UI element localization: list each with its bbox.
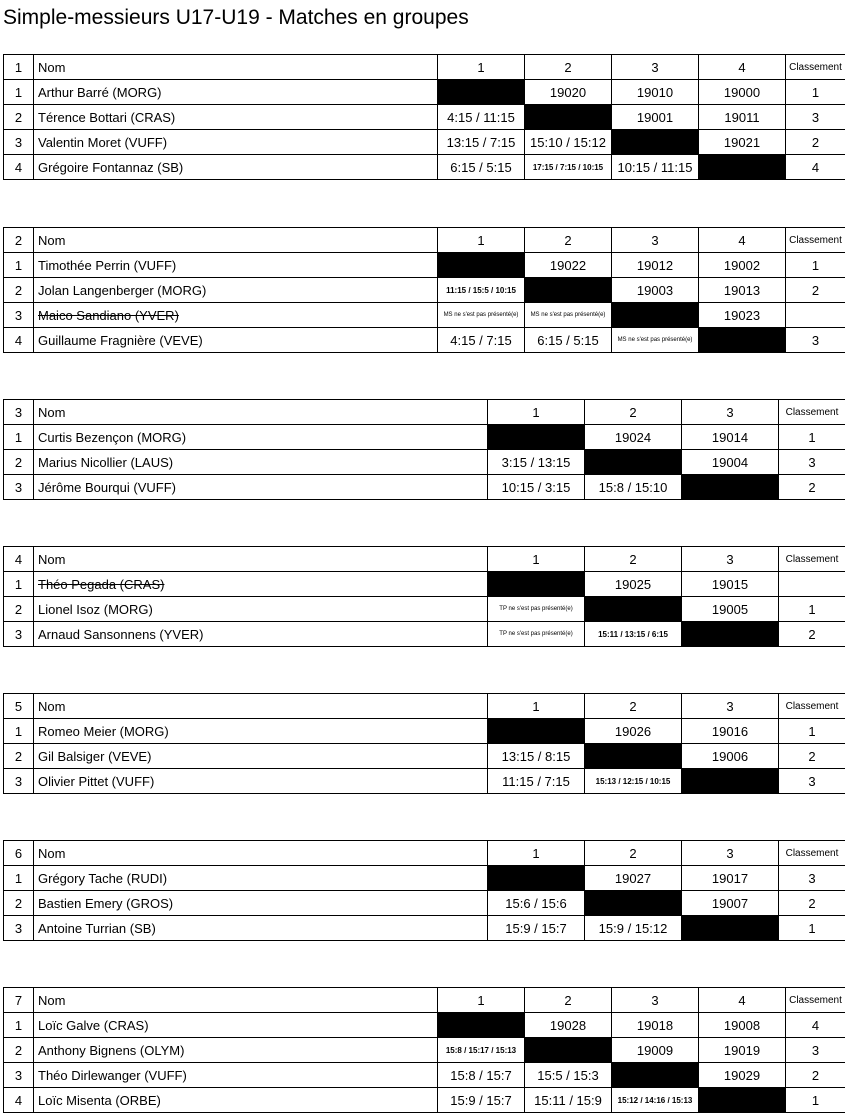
table-header-row	[4, 400, 845, 425]
player-rank: 3	[779, 866, 845, 891]
player-name: Bastien Emery (GROS)	[34, 891, 488, 916]
match-cell: 15:8 / 15:7	[438, 1063, 525, 1088]
player-rank: 4	[786, 155, 845, 180]
diagonal-cell	[612, 130, 699, 155]
player-name: Jolan Langenberger (MORG)	[34, 278, 438, 303]
match-cell: 13:15 / 7:15	[438, 130, 525, 155]
match-cell: 19024	[585, 425, 682, 450]
diagonal-cell	[525, 278, 612, 303]
match-cell: 6:15 / 5:15	[438, 155, 525, 180]
table-row	[4, 916, 845, 941]
header-rank: Classement	[786, 988, 845, 1013]
match-cell: 19008	[699, 1013, 786, 1038]
player-number: 4	[4, 1088, 34, 1113]
match-cell: 19013	[699, 278, 786, 303]
diagonal-cell	[699, 328, 786, 353]
header-rank: Classement	[786, 55, 845, 80]
match-cell: 19023	[699, 303, 786, 328]
player-number: 2	[4, 597, 34, 622]
table-row	[4, 769, 845, 794]
match-cell: 19020	[525, 80, 612, 105]
group-number: 6	[4, 841, 34, 866]
player-name: Antoine Turrian (SB)	[34, 916, 488, 941]
match-cell: 19019	[699, 1038, 786, 1063]
diagonal-cell	[612, 303, 699, 328]
header-rank: Classement	[779, 841, 845, 866]
player-name: Grégoire Fontannaz (SB)	[34, 155, 438, 180]
table-row	[4, 597, 845, 622]
player-number: 2	[4, 450, 34, 475]
table-row	[4, 572, 845, 597]
player-number: 3	[4, 303, 34, 328]
column-header: 4	[699, 55, 786, 80]
player-rank: 2	[779, 622, 845, 647]
player-name: Térence Bottari (CRAS)	[34, 105, 438, 130]
group-table-5	[3, 693, 845, 794]
table-row	[4, 1013, 845, 1038]
player-rank: 3	[779, 450, 845, 475]
match-cell: MS ne s'est pas présenté(e)	[612, 328, 699, 353]
match-cell: 4:15 / 7:15	[438, 328, 525, 353]
player-number: 2	[4, 891, 34, 916]
header-rank: Classement	[779, 694, 845, 719]
player-name: Guillaume Fragnière (VEVE)	[34, 328, 438, 353]
table-row	[4, 425, 845, 450]
diagonal-cell	[682, 622, 779, 647]
player-rank: 1	[786, 253, 845, 278]
match-cell: TP ne s'est pas présenté(e)	[488, 597, 585, 622]
match-cell: 19014	[682, 425, 779, 450]
match-cell: 19002	[699, 253, 786, 278]
match-cell: 19017	[682, 866, 779, 891]
column-header: 1	[438, 988, 525, 1013]
match-cell: 15:11 / 15:9	[525, 1088, 612, 1113]
group-table-3	[3, 399, 845, 500]
group-number: 3	[4, 400, 34, 425]
match-cell: 19015	[682, 572, 779, 597]
header-name: Nom	[34, 228, 438, 253]
player-name: Arthur Barré (MORG)	[34, 80, 438, 105]
header-name: Nom	[34, 841, 488, 866]
match-cell: 19001	[612, 105, 699, 130]
match-cell: 19021	[699, 130, 786, 155]
diagonal-cell	[682, 916, 779, 941]
diagonal-cell	[585, 597, 682, 622]
match-cell: 19007	[682, 891, 779, 916]
player-name: Anthony Bignens (OLYM)	[34, 1038, 438, 1063]
group-table-2	[3, 227, 845, 353]
header-name: Nom	[34, 55, 438, 80]
match-cell: 19003	[612, 278, 699, 303]
diagonal-cell	[585, 744, 682, 769]
player-rank: 3	[786, 1038, 845, 1063]
group-number: 5	[4, 694, 34, 719]
match-cell: 4:15 / 11:15	[438, 105, 525, 130]
table-row	[4, 475, 845, 500]
diagonal-cell	[438, 253, 525, 278]
column-header: 2	[525, 228, 612, 253]
column-header: 2	[585, 547, 682, 572]
match-cell: 15:8 / 15:17 / 15:13	[438, 1038, 525, 1063]
column-header: 1	[438, 228, 525, 253]
group-number: 2	[4, 228, 34, 253]
table-header-row	[4, 55, 845, 80]
table-header-row	[4, 694, 845, 719]
table-row	[4, 278, 845, 303]
player-number: 2	[4, 744, 34, 769]
header-name: Nom	[34, 694, 488, 719]
group-number: 1	[4, 55, 34, 80]
group-number: 7	[4, 988, 34, 1013]
player-number: 1	[4, 719, 34, 744]
table-row	[4, 866, 845, 891]
table-row	[4, 253, 845, 278]
diagonal-cell	[438, 80, 525, 105]
table-header-row	[4, 841, 845, 866]
player-name: Grégory Tache (RUDI)	[34, 866, 488, 891]
column-header: 1	[488, 400, 585, 425]
diagonal-cell	[682, 475, 779, 500]
match-cell: 17:15 / 7:15 / 10:15	[525, 155, 612, 180]
column-header: 3	[682, 400, 779, 425]
match-cell: MS ne s'est pas présenté(e)	[438, 303, 525, 328]
column-header: 2	[525, 55, 612, 80]
table-row	[4, 1088, 845, 1113]
match-cell: 19029	[699, 1063, 786, 1088]
match-cell: 6:15 / 5:15	[525, 328, 612, 353]
match-cell: 19028	[525, 1013, 612, 1038]
match-cell: 15:9 / 15:7	[488, 916, 585, 941]
player-rank	[786, 303, 845, 328]
match-cell: MS ne s'est pas présenté(e)	[525, 303, 612, 328]
group-table-7	[3, 987, 845, 1113]
table-header-row	[4, 228, 845, 253]
header-rank: Classement	[786, 228, 845, 253]
match-cell: 3:15 / 13:15	[488, 450, 585, 475]
diagonal-cell	[525, 1038, 612, 1063]
page-title: Simple-messieurs U17-U19 - Matches en groupes	[3, 6, 469, 29]
table-row	[4, 719, 845, 744]
header-rank: Classement	[779, 400, 845, 425]
player-rank: 2	[779, 744, 845, 769]
diagonal-cell	[682, 769, 779, 794]
table-row	[4, 450, 845, 475]
player-name: Valentin Moret (VUFF)	[34, 130, 438, 155]
player-name: Curtis Bezençon (MORG)	[34, 425, 488, 450]
table-row	[4, 1063, 845, 1088]
column-header: 3	[682, 694, 779, 719]
match-cell: 15:11 / 13:15 / 6:15	[585, 622, 682, 647]
player-number: 2	[4, 1038, 34, 1063]
diagonal-cell	[585, 891, 682, 916]
player-rank	[779, 572, 845, 597]
diagonal-cell	[612, 1063, 699, 1088]
player-number: 1	[4, 425, 34, 450]
match-cell: 19004	[682, 450, 779, 475]
table-row	[4, 328, 845, 353]
table-row	[4, 744, 845, 769]
match-cell: 19016	[682, 719, 779, 744]
diagonal-cell	[438, 1013, 525, 1038]
match-cell: 19027	[585, 866, 682, 891]
match-cell: 19005	[682, 597, 779, 622]
player-number: 1	[4, 1013, 34, 1038]
match-cell: 19000	[699, 80, 786, 105]
match-cell: 11:15 / 15:5 / 10:15	[438, 278, 525, 303]
player-rank: 2	[779, 475, 845, 500]
column-header: 4	[699, 228, 786, 253]
match-cell: 15:6 / 15:6	[488, 891, 585, 916]
group-number: 4	[4, 547, 34, 572]
player-number: 1	[4, 80, 34, 105]
column-header: 3	[612, 988, 699, 1013]
player-name: Théo Dirlewanger (VUFF)	[34, 1063, 438, 1088]
diagonal-cell	[488, 572, 585, 597]
column-header: 2	[585, 400, 682, 425]
player-rank: 1	[779, 916, 845, 941]
match-cell: 15:9 / 15:12	[585, 916, 682, 941]
table-row	[4, 303, 845, 328]
column-header: 3	[612, 228, 699, 253]
table-row	[4, 155, 845, 180]
player-number: 3	[4, 475, 34, 500]
player-rank: 1	[786, 80, 845, 105]
column-header: 1	[488, 841, 585, 866]
player-name: Olivier Pittet (VUFF)	[34, 769, 488, 794]
match-cell: 15:8 / 15:10	[585, 475, 682, 500]
match-cell: 19006	[682, 744, 779, 769]
player-name: Timothée Perrin (VUFF)	[34, 253, 438, 278]
player-rank: 1	[779, 425, 845, 450]
column-header: 1	[488, 694, 585, 719]
table-row	[4, 1038, 845, 1063]
table-row	[4, 891, 845, 916]
match-cell: 19011	[699, 105, 786, 130]
player-name: Romeo Meier (MORG)	[34, 719, 488, 744]
match-cell: 10:15 / 3:15	[488, 475, 585, 500]
match-cell: 15:5 / 15:3	[525, 1063, 612, 1088]
group-table-1	[3, 54, 845, 180]
player-rank: 2	[786, 130, 845, 155]
header-rank: Classement	[779, 547, 845, 572]
player-number: 1	[4, 572, 34, 597]
player-rank: 1	[779, 719, 845, 744]
player-name: Loïc Misenta (ORBE)	[34, 1088, 438, 1113]
player-name: Théo Pegada (CRAS)	[34, 572, 488, 597]
match-cell: 15:9 / 15:7	[438, 1088, 525, 1113]
diagonal-cell	[585, 450, 682, 475]
player-number: 3	[4, 130, 34, 155]
column-header: 1	[488, 547, 585, 572]
player-number: 3	[4, 622, 34, 647]
column-header: 2	[525, 988, 612, 1013]
player-rank: 2	[786, 1063, 845, 1088]
table-header-row	[4, 547, 845, 572]
match-cell: 10:15 / 11:15	[612, 155, 699, 180]
diagonal-cell	[488, 425, 585, 450]
player-number: 1	[4, 866, 34, 891]
match-cell: 19009	[612, 1038, 699, 1063]
match-cell: 19025	[585, 572, 682, 597]
player-number: 3	[4, 769, 34, 794]
header-name: Nom	[34, 988, 438, 1013]
group-table-6	[3, 840, 845, 941]
match-cell: 11:15 / 7:15	[488, 769, 585, 794]
table-row	[4, 130, 845, 155]
player-rank: 1	[779, 597, 845, 622]
column-header: 1	[438, 55, 525, 80]
player-rank: 3	[779, 769, 845, 794]
player-rank: 3	[786, 105, 845, 130]
column-header: 3	[612, 55, 699, 80]
player-name: Jérôme Bourqui (VUFF)	[34, 475, 488, 500]
player-name: Maico Sandiano (YVER)	[34, 303, 438, 328]
table-row	[4, 622, 845, 647]
player-rank: 3	[786, 328, 845, 353]
match-cell: 13:15 / 8:15	[488, 744, 585, 769]
column-header: 4	[699, 988, 786, 1013]
player-rank: 2	[786, 278, 845, 303]
diagonal-cell	[699, 1088, 786, 1113]
match-cell: TP ne s'est pas présenté(e)	[488, 622, 585, 647]
match-cell: 19022	[525, 253, 612, 278]
header-name: Nom	[34, 400, 488, 425]
diagonal-cell	[488, 866, 585, 891]
player-name: Lionel Isoz (MORG)	[34, 597, 488, 622]
player-number: 3	[4, 916, 34, 941]
table-header-row	[4, 988, 845, 1013]
player-number: 1	[4, 253, 34, 278]
player-name: Gil Balsiger (VEVE)	[34, 744, 488, 769]
player-number: 2	[4, 278, 34, 303]
column-header: 2	[585, 694, 682, 719]
match-cell: 19026	[585, 719, 682, 744]
table-row	[4, 105, 845, 130]
player-name: Marius Nicollier (LAUS)	[34, 450, 488, 475]
match-cell: 15:12 / 14:16 / 15:13	[612, 1088, 699, 1113]
player-rank: 1	[786, 1088, 845, 1113]
diagonal-cell	[699, 155, 786, 180]
match-cell: 15:10 / 15:12	[525, 130, 612, 155]
diagonal-cell	[488, 719, 585, 744]
column-header: 3	[682, 547, 779, 572]
diagonal-cell	[525, 105, 612, 130]
player-rank: 2	[779, 891, 845, 916]
match-cell: 19010	[612, 80, 699, 105]
column-header: 2	[585, 841, 682, 866]
group-table-4	[3, 546, 845, 647]
table-row	[4, 80, 845, 105]
match-cell: 15:13 / 12:15 / 10:15	[585, 769, 682, 794]
player-name: Loïc Galve (CRAS)	[34, 1013, 438, 1038]
player-number: 4	[4, 328, 34, 353]
player-name: Arnaud Sansonnens (YVER)	[34, 622, 488, 647]
player-number: 2	[4, 105, 34, 130]
column-header: 3	[682, 841, 779, 866]
player-number: 4	[4, 155, 34, 180]
player-rank: 4	[786, 1013, 845, 1038]
match-cell: 19012	[612, 253, 699, 278]
player-number: 3	[4, 1063, 34, 1088]
match-cell: 19018	[612, 1013, 699, 1038]
header-name: Nom	[34, 547, 488, 572]
